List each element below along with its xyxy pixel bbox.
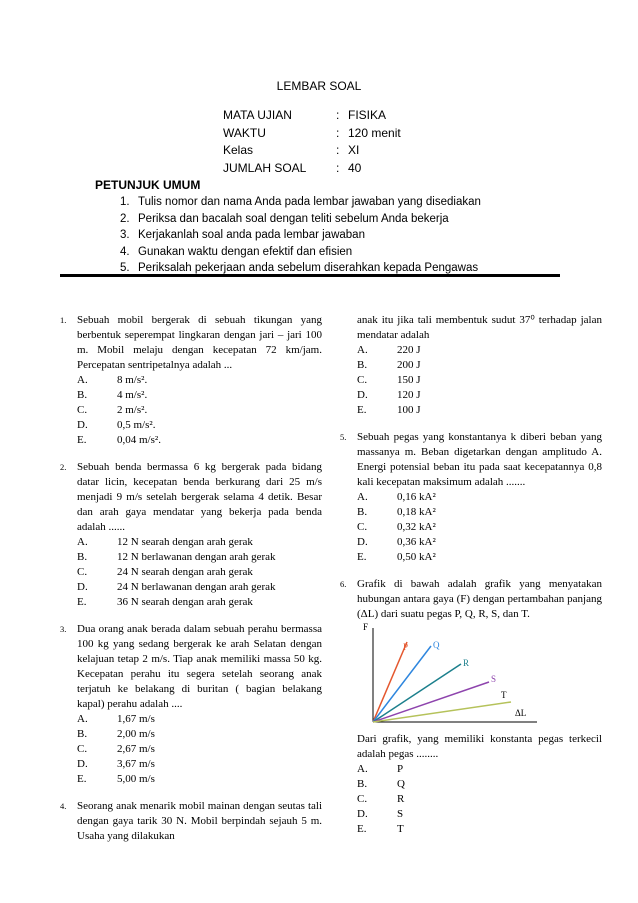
question-text: Dua orang anak berada dalam sebuah perahu bermassa 100 kg yang sedang bergerak ke arah Selatan dengan kelajuan tetap 2 m/s. Tiap anak memiliki massa 50 kg. Kecepatan perahu itu segera setelah seorang anak terjatuh ke belakang di buritan ( bagian belakang kapal) perahu adalah .... bbox=[77, 623, 322, 710]
option-text: 220 J bbox=[397, 344, 421, 356]
instruction-text: Tulis nomor dan nama Anda pada lembar jawaban yang disediakan bbox=[138, 196, 481, 208]
question-number: 2. bbox=[60, 462, 67, 472]
info-key: MATA UJIAN bbox=[223, 108, 292, 122]
option-text: 0,32 kA² bbox=[397, 521, 436, 533]
option-a bbox=[357, 762, 602, 777]
option-d bbox=[77, 418, 322, 433]
option-text: R bbox=[397, 793, 405, 805]
option-text: 2,67 m/s bbox=[117, 743, 155, 755]
option-label: D. bbox=[77, 581, 88, 593]
option-text: 2 m/s². bbox=[117, 404, 148, 416]
option-text: 0,18 kA² bbox=[397, 506, 436, 518]
option-label: C. bbox=[357, 374, 368, 386]
option-text: 200 J bbox=[397, 359, 421, 371]
question-4-continued bbox=[357, 313, 602, 418]
question-text: Sebuah mobil bergerak di sebuah tikungan yang berbentuk seperempat lingkaran dengan jari – jari 100 m. Mobil melaju dengan kecepatan 72 km/jam. Percepatan sentripetalnya adalah ... bbox=[77, 314, 322, 371]
option-text: 4 m/s². bbox=[117, 389, 148, 401]
info-value: XI bbox=[348, 143, 360, 157]
question-text: Seorang anak menarik mobil mainan dengan seutas tali dengan gaya tarik 30 N. Mobil berpindah sejauh 5 m. Usaha yang dilakukan bbox=[77, 800, 322, 842]
option-a bbox=[77, 712, 322, 727]
right-column bbox=[340, 313, 602, 849]
option-label: E. bbox=[357, 551, 367, 563]
option-b bbox=[77, 727, 322, 742]
info-key: WAKTU bbox=[223, 125, 266, 140]
question-text: anak itu jika tali membentuk sudut 37⁰ terhadap jalan mendatar adalah bbox=[357, 314, 602, 341]
option-label: E. bbox=[77, 773, 87, 785]
question-3 bbox=[60, 622, 322, 787]
option-text: 100 J bbox=[397, 404, 421, 416]
question-6 bbox=[340, 577, 602, 837]
spring-graph bbox=[361, 622, 541, 726]
question-text-after: Dari grafik, yang memiliki konstanta pegas terkecil adalah pegas ........ bbox=[357, 733, 602, 760]
option-text: 120 J bbox=[397, 389, 421, 401]
question-5 bbox=[340, 430, 602, 565]
option-label: A. bbox=[77, 713, 88, 725]
option-e bbox=[357, 822, 602, 837]
option-a bbox=[77, 535, 322, 550]
page-title: LEMBAR SOAL bbox=[276, 79, 362, 93]
option-label: C. bbox=[77, 566, 88, 578]
option-d bbox=[357, 807, 602, 822]
option-b bbox=[77, 388, 322, 403]
option-c bbox=[357, 373, 602, 388]
option-label: D. bbox=[357, 536, 368, 548]
option-c bbox=[77, 565, 322, 580]
question-2 bbox=[60, 460, 322, 610]
option-e bbox=[357, 550, 602, 565]
option-label: E. bbox=[77, 434, 87, 446]
option-label: A. bbox=[357, 491, 368, 503]
info-colon: : bbox=[336, 143, 340, 157]
line-r-label: R bbox=[463, 658, 470, 668]
instruction-item bbox=[120, 211, 481, 228]
question-number: 5. bbox=[340, 432, 347, 442]
option-text: 150 J bbox=[397, 374, 421, 386]
option-text: S bbox=[397, 808, 404, 820]
info-value: FISIKA bbox=[348, 108, 387, 122]
instructions-title: PETUNJUK UMUM bbox=[95, 178, 201, 192]
option-label: C. bbox=[77, 404, 88, 416]
graph-x-label: ΔL bbox=[515, 708, 527, 718]
option-text: T bbox=[397, 823, 404, 835]
option-text: 36 N searah dengan arah gerak bbox=[117, 596, 253, 608]
question-number: 6. bbox=[340, 579, 347, 589]
graph-y-label: F bbox=[363, 622, 369, 632]
option-text: 1,67 m/s bbox=[117, 713, 155, 725]
instruction-text: Periksalah pekerjaan anda sebelum diserahkan kepada Pengawas bbox=[138, 262, 479, 274]
question-text: Sebuah benda bermassa 6 kg bergerak pada bidang datar licin, kecepatan benda berkurang dari 25 m/s menjadi 9 m/s setelah bergerak selama 4 detik. Besar dan arah gaya mendatar yang bekerja pada benda adalah ...... bbox=[77, 461, 322, 533]
option-label: C. bbox=[357, 521, 368, 533]
option-d bbox=[77, 580, 322, 595]
question-4 bbox=[60, 799, 322, 844]
instruction-number: 5. bbox=[120, 262, 130, 274]
info-key: Kelas bbox=[223, 143, 254, 157]
question-text: Sebuah pegas yang konstantanya k diberi beban yang massanya m. Beban digetarkan dengan amplitudo A. Energi potensial beban itu pada saat kecepatannya 0,8 kali kecepatan maksimum adalah ....... bbox=[357, 431, 602, 488]
option-b bbox=[357, 358, 602, 373]
info-subject bbox=[223, 107, 401, 125]
line-r bbox=[373, 664, 461, 722]
header-divider bbox=[60, 274, 560, 277]
option-text: 2,00 m/s bbox=[117, 728, 155, 740]
question-number: 3. bbox=[60, 624, 67, 634]
info-class bbox=[223, 142, 401, 160]
option-d bbox=[77, 757, 322, 772]
option-label: C. bbox=[77, 743, 88, 755]
line-s bbox=[373, 682, 489, 722]
option-a bbox=[357, 490, 602, 505]
instruction-number: 2. bbox=[120, 212, 130, 225]
line-t-label: T bbox=[501, 690, 507, 700]
option-label: D. bbox=[357, 808, 368, 820]
option-d bbox=[357, 535, 602, 550]
option-text: 0,5 m/s². bbox=[117, 419, 156, 431]
option-label: E. bbox=[77, 596, 87, 608]
option-text: 12 N berlawanan dengan arah gerak bbox=[117, 551, 276, 563]
option-c bbox=[357, 792, 602, 807]
line-q-label: Q bbox=[433, 640, 440, 650]
option-text: Q bbox=[397, 778, 405, 790]
info-colon: : bbox=[336, 125, 340, 140]
instruction-text: Kerjakanlah soal anda pada lembar jawaban bbox=[138, 229, 365, 241]
option-e bbox=[77, 433, 322, 448]
instruction-number: 3. bbox=[120, 229, 130, 241]
option-text: 5,00 m/s bbox=[117, 773, 155, 785]
option-label: E. bbox=[357, 823, 367, 835]
option-text: 0,04 m/s². bbox=[117, 434, 161, 446]
info-value: 120 menit bbox=[348, 125, 401, 140]
question-number: 1. bbox=[60, 315, 67, 325]
option-label: A. bbox=[357, 763, 368, 775]
option-text: 8 m/s². bbox=[117, 374, 148, 386]
option-text: 12 N searah dengan arah gerak bbox=[117, 536, 253, 548]
option-label: B. bbox=[357, 359, 368, 371]
option-c bbox=[77, 403, 322, 418]
instruction-number: 4. bbox=[120, 245, 130, 258]
left-column bbox=[60, 313, 322, 856]
option-label: B. bbox=[77, 728, 88, 740]
line-s-label: S bbox=[491, 674, 497, 684]
line-p-label: P bbox=[403, 642, 409, 652]
instruction-item bbox=[120, 194, 481, 211]
option-label: B. bbox=[357, 778, 368, 790]
instruction-text: Periksa dan bacalah soal dengan teliti sebelum Anda bekerja bbox=[138, 212, 449, 225]
info-value: 40 bbox=[348, 160, 362, 175]
option-label: B. bbox=[77, 389, 88, 401]
option-a bbox=[77, 373, 322, 388]
instruction-text: Gunakan waktu dengan efektif dan efisien bbox=[138, 245, 353, 258]
option-label: B. bbox=[357, 506, 368, 518]
option-e bbox=[357, 403, 602, 418]
option-b bbox=[357, 777, 602, 792]
option-label: A. bbox=[357, 344, 368, 356]
instructions-list bbox=[120, 194, 481, 277]
info-time bbox=[223, 125, 401, 143]
option-text: P bbox=[397, 763, 404, 775]
option-a bbox=[357, 343, 602, 358]
option-e bbox=[77, 595, 322, 610]
question-text: Grafik di bawah adalah grafik yang menyatakan hubungan antara gaya (F) dengan pertambahan panjang (ΔL) dari suatu pegas P, Q, R, S, dan T. bbox=[357, 578, 602, 620]
option-text: 3,67 m/s bbox=[117, 758, 155, 770]
info-colon: : bbox=[336, 160, 340, 175]
option-text: 0,16 kA² bbox=[397, 491, 436, 503]
line-q bbox=[373, 646, 431, 722]
option-e bbox=[77, 772, 322, 787]
option-d bbox=[357, 388, 602, 403]
instruction-item bbox=[120, 227, 481, 244]
option-label: E. bbox=[357, 404, 367, 416]
option-label: D. bbox=[77, 758, 88, 770]
instruction-number: 1. bbox=[120, 196, 130, 208]
option-text: 0,36 kA² bbox=[397, 536, 436, 548]
info-count bbox=[223, 160, 401, 178]
option-b bbox=[77, 550, 322, 565]
option-text: 24 N berlawanan dengan arah gerak bbox=[117, 581, 276, 593]
option-text: 24 N searah dengan arah gerak bbox=[117, 566, 253, 578]
question-1 bbox=[60, 313, 322, 448]
option-label: D. bbox=[357, 389, 368, 401]
option-label: B. bbox=[77, 551, 88, 563]
option-c bbox=[77, 742, 322, 757]
option-text: 0,50 kA² bbox=[397, 551, 436, 563]
option-label: A. bbox=[77, 536, 88, 548]
option-c bbox=[357, 520, 602, 535]
option-label: C. bbox=[357, 793, 368, 805]
instruction-item bbox=[120, 244, 481, 261]
exam-info bbox=[223, 107, 401, 177]
info-key: JUMLAH SOAL bbox=[223, 160, 307, 175]
option-b bbox=[357, 505, 602, 520]
option-label: A. bbox=[77, 374, 88, 386]
line-t bbox=[373, 702, 511, 722]
info-colon: : bbox=[336, 108, 340, 122]
question-number: 4. bbox=[60, 801, 67, 811]
option-label: D. bbox=[77, 419, 88, 431]
